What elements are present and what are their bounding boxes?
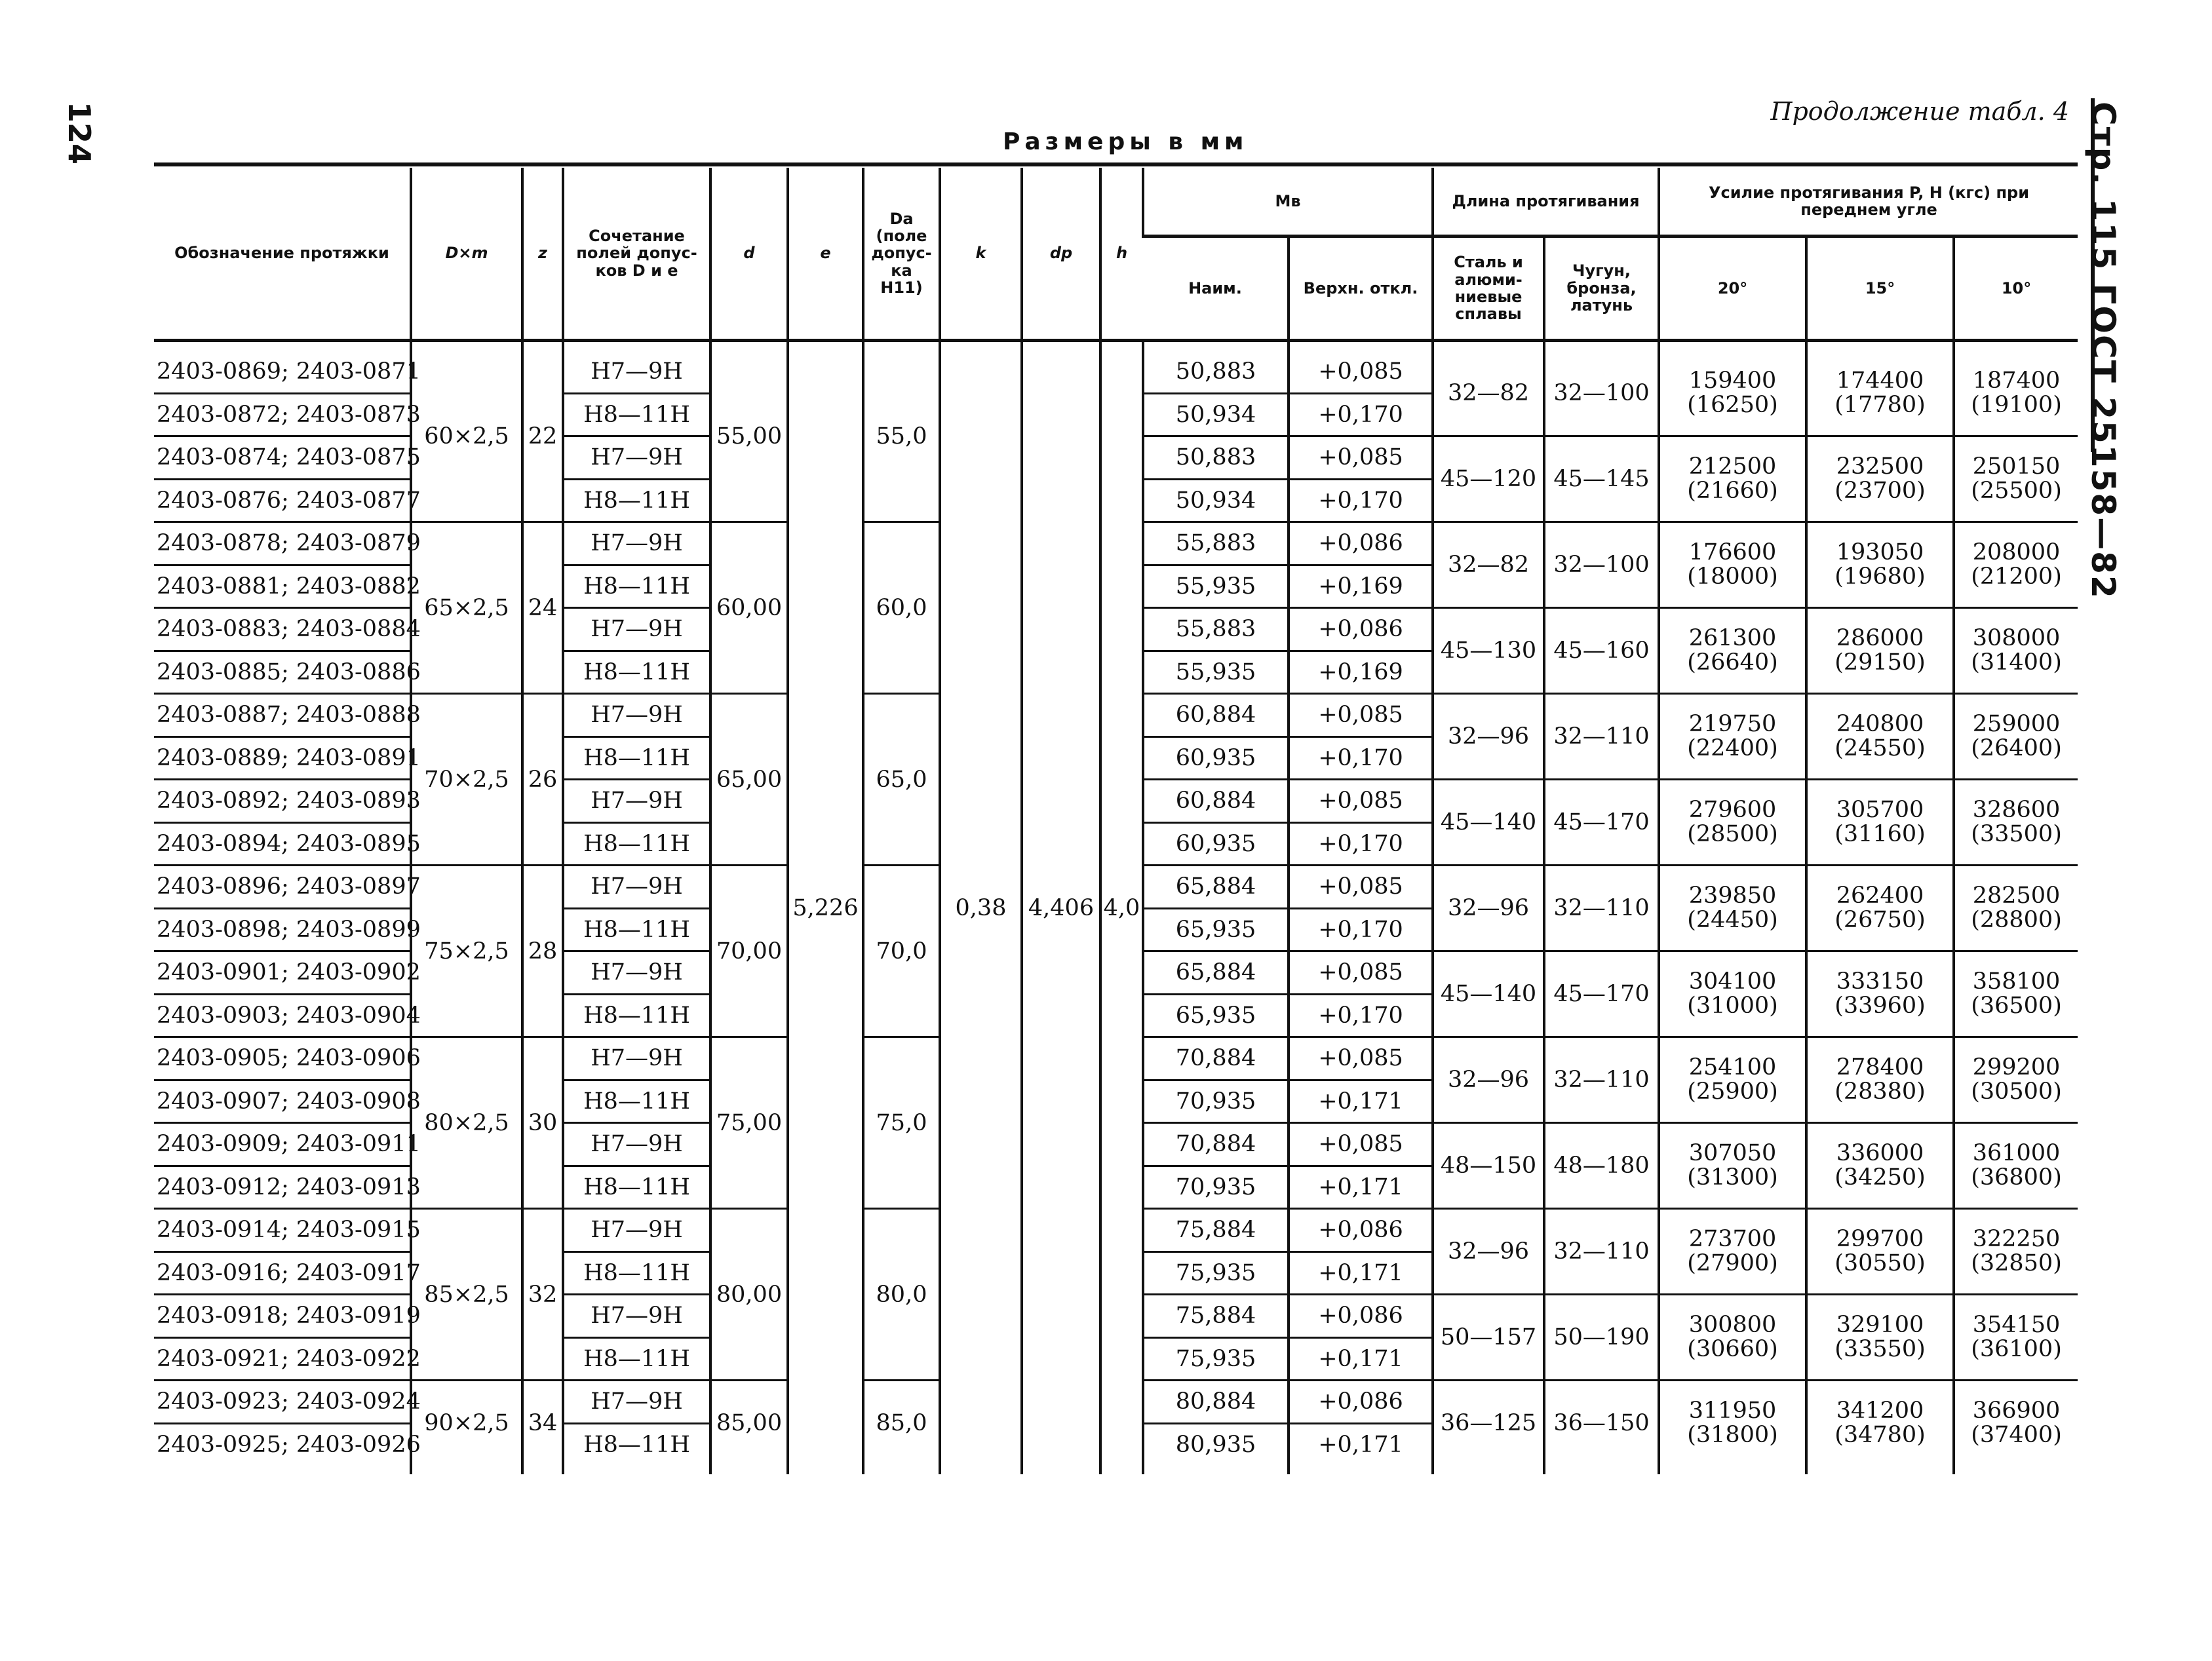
force-20-cell: 304100 (31000) <box>1659 951 1806 1037</box>
da-cell: 80,0 <box>863 1209 940 1381</box>
spacer-cell <box>1100 341 1143 352</box>
mv-min-cell: 80,935 <box>1143 1423 1289 1465</box>
combo-cell: H8—11H <box>563 1080 710 1123</box>
mv-min-cell: 80,884 <box>1143 1381 1289 1424</box>
mv-min-cell: 75,935 <box>1143 1251 1289 1295</box>
header-angle-20: 20° <box>1659 237 1806 341</box>
spacer-cell <box>522 341 563 352</box>
mv-min-cell: 70,935 <box>1143 1166 1289 1209</box>
length-steel-cell: 36—125 <box>1433 1381 1544 1466</box>
force-20-cell: 176600 (18000) <box>1659 522 1806 608</box>
force-20-cell: 159400 (16250) <box>1659 351 1806 436</box>
mv-dev-cell: +0,171 <box>1289 1337 1433 1381</box>
force-20-cell: 273700 (27900) <box>1659 1209 1806 1295</box>
designation-cell: 2403-0883; 2403-0884 <box>154 608 411 651</box>
spacer-cell <box>1806 341 1954 352</box>
dxm-cell: 90×2,5 <box>411 1381 522 1466</box>
force-15-cell: 262400 (26750) <box>1806 866 1954 951</box>
mv-dev-cell: +0,171 <box>1289 1251 1433 1295</box>
dp-cell: 4,406 <box>1022 351 1100 1465</box>
combo-cell: H8—11H <box>563 908 710 951</box>
combo-cell: H8—11H <box>563 1337 710 1381</box>
force-10-cell: 328600 (33500) <box>1954 780 2078 866</box>
designation-cell: 2403-0876; 2403-0877 <box>154 479 411 522</box>
dxm-cell: 75×2,5 <box>411 866 522 1037</box>
d-cell: 60,00 <box>710 522 788 694</box>
da-cell: 65,0 <box>863 694 940 866</box>
mv-dev-cell: +0,171 <box>1289 1423 1433 1465</box>
header-len-iron: Чугун, бронза, латунь <box>1544 237 1659 341</box>
combo-cell: H7—9H <box>563 522 710 565</box>
mv-dev-cell: +0,170 <box>1289 479 1433 522</box>
force-15-cell: 299700 (30550) <box>1806 1209 1954 1295</box>
mv-dev-cell: +0,086 <box>1289 1381 1433 1424</box>
header-designation: Обозначение протяжки <box>154 168 411 341</box>
da-cell: 55,0 <box>863 351 940 522</box>
header-dxm: D×m <box>411 168 522 341</box>
header-mv: Mв <box>1143 168 1433 237</box>
force-10-cell: 358100 (36500) <box>1954 951 2078 1037</box>
mv-dev-cell: +0,171 <box>1289 1166 1433 1209</box>
length-iron-cell: 48—180 <box>1544 1123 1659 1209</box>
dxm-cell: 70×2,5 <box>411 694 522 866</box>
length-steel-cell: 32—96 <box>1433 866 1544 951</box>
combo-cell: H8—11H <box>563 1423 710 1465</box>
mv-min-cell: 55,935 <box>1143 651 1289 694</box>
force-20-cell: 212500 (21660) <box>1659 436 1806 522</box>
spacer-cell <box>1544 341 1659 352</box>
combo-cell: H8—11H <box>563 565 710 608</box>
spacer-cell <box>1022 1465 1100 1474</box>
force-10-cell: 308000 (31400) <box>1954 608 2078 694</box>
spacer-cell <box>411 1465 522 1474</box>
combo-cell: H8—11H <box>563 994 710 1037</box>
header-mv-dev: Верхн. откл. <box>1289 237 1433 341</box>
header-angle-15: 15° <box>1806 237 1954 341</box>
force-10-cell: 208000 (21200) <box>1954 522 2078 608</box>
mv-min-cell: 55,935 <box>1143 565 1289 608</box>
combo-cell: H7—9H <box>563 351 710 393</box>
force-20-cell: 311950 (31800) <box>1659 1381 1806 1466</box>
length-steel-cell: 32—96 <box>1433 1037 1544 1123</box>
dxm-cell: 60×2,5 <box>411 351 522 522</box>
mv-min-cell: 70,884 <box>1143 1123 1289 1166</box>
length-iron-cell: 45—160 <box>1544 608 1659 694</box>
designation-cell: 2403-0874; 2403-0875 <box>154 436 411 480</box>
length-steel-cell: 45—140 <box>1433 780 1544 866</box>
length-iron-cell: 32—110 <box>1544 1037 1659 1123</box>
force-15-cell: 240800 (24550) <box>1806 694 1954 780</box>
mv-min-cell: 60,884 <box>1143 780 1289 823</box>
side-standard-label: Стр. 115 ГОСТ 25158—82 <box>2084 102 2122 600</box>
combo-cell: H8—11H <box>563 393 710 436</box>
force-15-cell: 329100 (33550) <box>1806 1295 1954 1381</box>
length-steel-cell: 45—140 <box>1433 951 1544 1037</box>
force-10-cell: 322250 (32850) <box>1954 1209 2078 1295</box>
spacer-cell <box>710 341 788 352</box>
force-20-cell: 261300 (26640) <box>1659 608 1806 694</box>
e-cell: 5,226 <box>788 351 863 1465</box>
designation-cell: 2403-0905; 2403-0906 <box>154 1037 411 1080</box>
d-cell: 80,00 <box>710 1209 788 1381</box>
force-20-cell: 219750 (22400) <box>1659 694 1806 780</box>
k-cell: 0,38 <box>940 351 1022 1465</box>
mv-dev-cell: +0,169 <box>1289 565 1433 608</box>
designation-cell: 2403-0914; 2403-0915 <box>154 1209 411 1252</box>
force-20-cell: 239850 (24450) <box>1659 866 1806 951</box>
force-15-cell: 193050 (19680) <box>1806 522 1954 608</box>
force-10-cell: 299200 (30500) <box>1954 1037 2078 1123</box>
d-cell: 75,00 <box>710 1037 788 1209</box>
header-z: z <box>522 168 563 341</box>
mv-min-cell: 65,935 <box>1143 908 1289 951</box>
force-15-cell: 278400 (28380) <box>1806 1037 1954 1123</box>
spacer-cell <box>863 341 940 352</box>
spacer-cell <box>1659 1465 1806 1474</box>
spacer-cell <box>154 341 411 352</box>
length-steel-cell: 50—157 <box>1433 1295 1544 1381</box>
mv-dev-cell: +0,086 <box>1289 1295 1433 1338</box>
mv-dev-cell: +0,085 <box>1289 951 1433 995</box>
force-10-cell: 366900 (37400) <box>1954 1381 2078 1466</box>
force-20-cell: 307050 (31300) <box>1659 1123 1806 1209</box>
header-angle-10: 10° <box>1954 237 2078 341</box>
mv-min-cell: 60,935 <box>1143 822 1289 866</box>
force-10-cell: 250150 (25500) <box>1954 436 2078 522</box>
d-cell: 65,00 <box>710 694 788 866</box>
combo-cell: H7—9H <box>563 780 710 823</box>
length-steel-cell: 32—82 <box>1433 522 1544 608</box>
length-iron-cell: 45—170 <box>1544 951 1659 1037</box>
length-steel-cell: 45—120 <box>1433 436 1544 522</box>
length-iron-cell: 32—100 <box>1544 522 1659 608</box>
designation-cell: 2403-0894; 2403-0895 <box>154 822 411 866</box>
mv-dev-cell: +0,085 <box>1289 694 1433 737</box>
da-cell: 60,0 <box>863 522 940 694</box>
designation-cell: 2403-0909; 2403-0911 <box>154 1123 411 1166</box>
mv-min-cell: 50,883 <box>1143 351 1289 393</box>
combo-cell: H7—9H <box>563 1381 710 1424</box>
force-20-cell: 300800 (30660) <box>1659 1295 1806 1381</box>
mv-min-cell: 55,883 <box>1143 522 1289 565</box>
force-15-cell: 336000 (34250) <box>1806 1123 1954 1209</box>
combo-cell: H8—11H <box>563 651 710 694</box>
designation-cell: 2403-0912; 2403-0913 <box>154 1166 411 1209</box>
spacer-cell <box>1544 1465 1659 1474</box>
spacer-cell <box>1289 341 1433 352</box>
force-20-cell: 279600 (28500) <box>1659 780 1806 866</box>
mv-min-cell: 65,884 <box>1143 866 1289 909</box>
spacer-cell <box>522 1465 563 1474</box>
length-steel-cell: 32—96 <box>1433 1209 1544 1295</box>
mv-min-cell: 75,884 <box>1143 1209 1289 1252</box>
continuation-caption: Продолжение табл. 4 <box>1770 97 2069 126</box>
units-caption: Размеры в мм <box>1003 128 1249 155</box>
mv-dev-cell: +0,171 <box>1289 1080 1433 1123</box>
mv-min-cell: 50,934 <box>1143 479 1289 522</box>
spacer-cell <box>1954 1465 2078 1474</box>
force-10-cell: 361000 (36800) <box>1954 1123 2078 1209</box>
spacer-cell <box>863 1465 940 1474</box>
force-15-cell: 333150 (33960) <box>1806 951 1954 1037</box>
d-cell: 70,00 <box>710 866 788 1037</box>
designation-cell: 2403-0903; 2403-0904 <box>154 994 411 1037</box>
mv-dev-cell: +0,170 <box>1289 908 1433 951</box>
designation-cell: 2403-0885; 2403-0886 <box>154 651 411 694</box>
length-iron-cell: 45—170 <box>1544 780 1659 866</box>
mv-min-cell: 60,935 <box>1143 736 1289 780</box>
z-cell: 22 <box>522 351 563 522</box>
force-15-cell: 341200 (34780) <box>1806 1381 1954 1466</box>
spacer-cell <box>1806 1465 1954 1474</box>
header-k: k <box>940 168 1022 341</box>
designation-cell: 2403-0881; 2403-0882 <box>154 565 411 608</box>
spacer-cell <box>1022 341 1100 352</box>
designation-cell: 2403-0918; 2403-0919 <box>154 1295 411 1338</box>
length-iron-cell: 50—190 <box>1544 1295 1659 1381</box>
mv-min-cell: 65,884 <box>1143 951 1289 995</box>
combo-cell: H7—9H <box>563 951 710 995</box>
table-row <box>154 351 2078 393</box>
page-number: 124 <box>62 102 97 165</box>
broach-dimensions-table <box>154 168 2078 1474</box>
spacer-cell <box>788 1465 863 1474</box>
spacer-cell <box>1659 341 1806 352</box>
length-iron-cell: 45—145 <box>1544 436 1659 522</box>
force-10-cell: 282500 (28800) <box>1954 866 2078 951</box>
combo-cell: H7—9H <box>563 1295 710 1338</box>
spacer-cell <box>1100 1465 1143 1474</box>
combo-cell: H7—9H <box>563 866 710 909</box>
spacer-cell <box>563 341 710 352</box>
force-20-cell: 254100 (25900) <box>1659 1037 1806 1123</box>
mv-dev-cell: +0,086 <box>1289 608 1433 651</box>
force-10-cell: 187400 (19100) <box>1954 351 2078 436</box>
combo-cell: H8—11H <box>563 1166 710 1209</box>
dxm-cell: 80×2,5 <box>411 1037 522 1209</box>
designation-cell: 2403-0923; 2403-0924 <box>154 1381 411 1424</box>
header-da: Dа (поле допус-ка H11) <box>863 168 940 341</box>
length-iron-cell: 36—150 <box>1544 1381 1659 1466</box>
force-15-cell: 305700 (31160) <box>1806 780 1954 866</box>
mv-min-cell: 65,935 <box>1143 994 1289 1037</box>
mv-min-cell: 60,884 <box>1143 694 1289 737</box>
z-cell: 28 <box>522 866 563 1037</box>
combo-cell: H8—11H <box>563 1251 710 1295</box>
header-e: e <box>788 168 863 341</box>
header-force: Усилие протягивания P, Н (кгс) при переднем угле <box>1659 168 2078 237</box>
force-10-cell: 354150 (36100) <box>1954 1295 2078 1381</box>
mv-dev-cell: +0,170 <box>1289 822 1433 866</box>
spacer-cell <box>1143 1465 1289 1474</box>
designation-cell: 2403-0925; 2403-0926 <box>157 1431 421 1458</box>
table-top-rule <box>154 162 2078 166</box>
da-cell: 70,0 <box>863 866 940 1037</box>
spacer-cell <box>1289 1465 1433 1474</box>
spacer-cell <box>563 1465 710 1474</box>
spacer-cell <box>788 341 863 352</box>
mv-min-cell: 75,884 <box>1143 1295 1289 1338</box>
designation-cell: 2403-0921; 2403-0922 <box>154 1337 411 1381</box>
header-mv-min: Наим. <box>1143 237 1289 341</box>
length-iron-cell: 32—110 <box>1544 694 1659 780</box>
h-cell: 4,0 <box>1100 351 1143 1465</box>
length-steel-cell: 45—130 <box>1433 608 1544 694</box>
z-cell: 34 <box>522 1381 563 1466</box>
force-15-cell: 174400 (17780) <box>1806 351 1954 436</box>
da-cell: 85,0 <box>863 1381 940 1466</box>
length-steel-cell: 32—82 <box>1433 351 1544 436</box>
d-cell: 85,00 <box>710 1381 788 1466</box>
spacer-cell <box>940 1465 1022 1474</box>
designation-cell: 2403-0896; 2403-0897 <box>154 866 411 909</box>
mv-dev-cell: +0,085 <box>1289 351 1433 393</box>
dxm-cell: 85×2,5 <box>411 1209 522 1381</box>
spacer-cell <box>411 341 522 352</box>
d-cell: 55,00 <box>710 351 788 522</box>
combo-cell: H8—11H <box>563 822 710 866</box>
force-15-cell: 286000 (29150) <box>1806 608 1954 694</box>
length-iron-cell: 32—110 <box>1544 1209 1659 1295</box>
designation-cell: 2403-0916; 2403-0917 <box>154 1251 411 1295</box>
dxm-cell: 65×2,5 <box>411 522 522 694</box>
designation-cell: 2403-0878; 2403-0879 <box>154 522 411 565</box>
combo-cell: H8—11H <box>563 736 710 780</box>
length-steel-cell: 32—96 <box>1433 694 1544 780</box>
force-15-cell: 232500 (23700) <box>1806 436 1954 522</box>
z-cell: 26 <box>522 694 563 866</box>
combo-cell: H8—11H <box>563 479 710 522</box>
designation-cell: 2403-0898; 2403-0899 <box>154 908 411 951</box>
mv-min-cell: 50,883 <box>1143 436 1289 480</box>
designation-cell: 2403-0869; 2403-0871 <box>154 351 411 393</box>
mv-dev-cell: +0,170 <box>1289 736 1433 780</box>
header-len-steel: Сталь и алюми-ниевые сплавы <box>1433 237 1544 341</box>
force-10-cell: 259000 (26400) <box>1954 694 2078 780</box>
header-length: Длина протягивания <box>1433 168 1659 237</box>
combo-cell: H7—9H <box>563 1209 710 1252</box>
mv-min-cell: 70,935 <box>1143 1080 1289 1123</box>
spacer-cell <box>1143 341 1289 352</box>
designation-cell: 2403-0901; 2403-0902 <box>154 951 411 995</box>
combo-cell: H7—9H <box>563 1037 710 1080</box>
designation-cell: 2403-0892; 2403-0893 <box>154 780 411 823</box>
spacer-cell <box>1954 341 2078 352</box>
combo-cell: H7—9H <box>563 694 710 737</box>
combo-cell: H7—9H <box>563 1123 710 1166</box>
mv-min-cell: 50,934 <box>1143 393 1289 436</box>
combo-cell: H7—9H <box>563 436 710 480</box>
mv-min-cell: 70,884 <box>1143 1037 1289 1080</box>
spacer-cell <box>710 1465 788 1474</box>
mv-dev-cell: +0,085 <box>1289 866 1433 909</box>
z-cell: 24 <box>522 522 563 694</box>
header-d: d <box>710 168 788 341</box>
mv-dev-cell: +0,086 <box>1289 1209 1433 1252</box>
spacer-cell <box>940 341 1022 352</box>
da-cell: 75,0 <box>863 1037 940 1209</box>
mv-dev-cell: +0,085 <box>1289 436 1433 480</box>
mv-dev-cell: +0,170 <box>1289 994 1433 1037</box>
mv-dev-cell: +0,169 <box>1289 651 1433 694</box>
mv-dev-cell: +0,085 <box>1289 1123 1433 1166</box>
spacer-cell <box>1433 341 1544 352</box>
spacer-cell <box>154 1465 411 1474</box>
designation-cell: 2403-0872; 2403-0873 <box>154 393 411 436</box>
length-iron-cell: 32—110 <box>1544 866 1659 951</box>
length-steel-cell: 48—150 <box>1433 1123 1544 1209</box>
header-dp: dр <box>1022 168 1100 341</box>
z-cell: 32 <box>522 1209 563 1381</box>
header-h: h <box>1100 168 1143 341</box>
designation-cell: 2403-0889; 2403-0891 <box>154 736 411 780</box>
mv-min-cell: 55,883 <box>1143 608 1289 651</box>
mv-dev-cell: +0,170 <box>1289 393 1433 436</box>
mv-dev-cell: +0,085 <box>1289 780 1433 823</box>
z-cell: 30 <box>522 1037 563 1209</box>
designation-cell: 2403-0887; 2403-0888 <box>154 694 411 737</box>
header-combo: Сочетание полей допус-ков D и e <box>563 168 710 341</box>
mv-min-cell: 75,935 <box>1143 1337 1289 1381</box>
mv-dev-cell: +0,085 <box>1289 1037 1433 1080</box>
mv-dev-cell: +0,086 <box>1289 522 1433 565</box>
designation-cell: 2403-0907; 2403-0908 <box>154 1080 411 1123</box>
combo-cell: H7—9H <box>563 608 710 651</box>
spacer-cell <box>1433 1465 1544 1474</box>
length-iron-cell: 32—100 <box>1544 351 1659 436</box>
